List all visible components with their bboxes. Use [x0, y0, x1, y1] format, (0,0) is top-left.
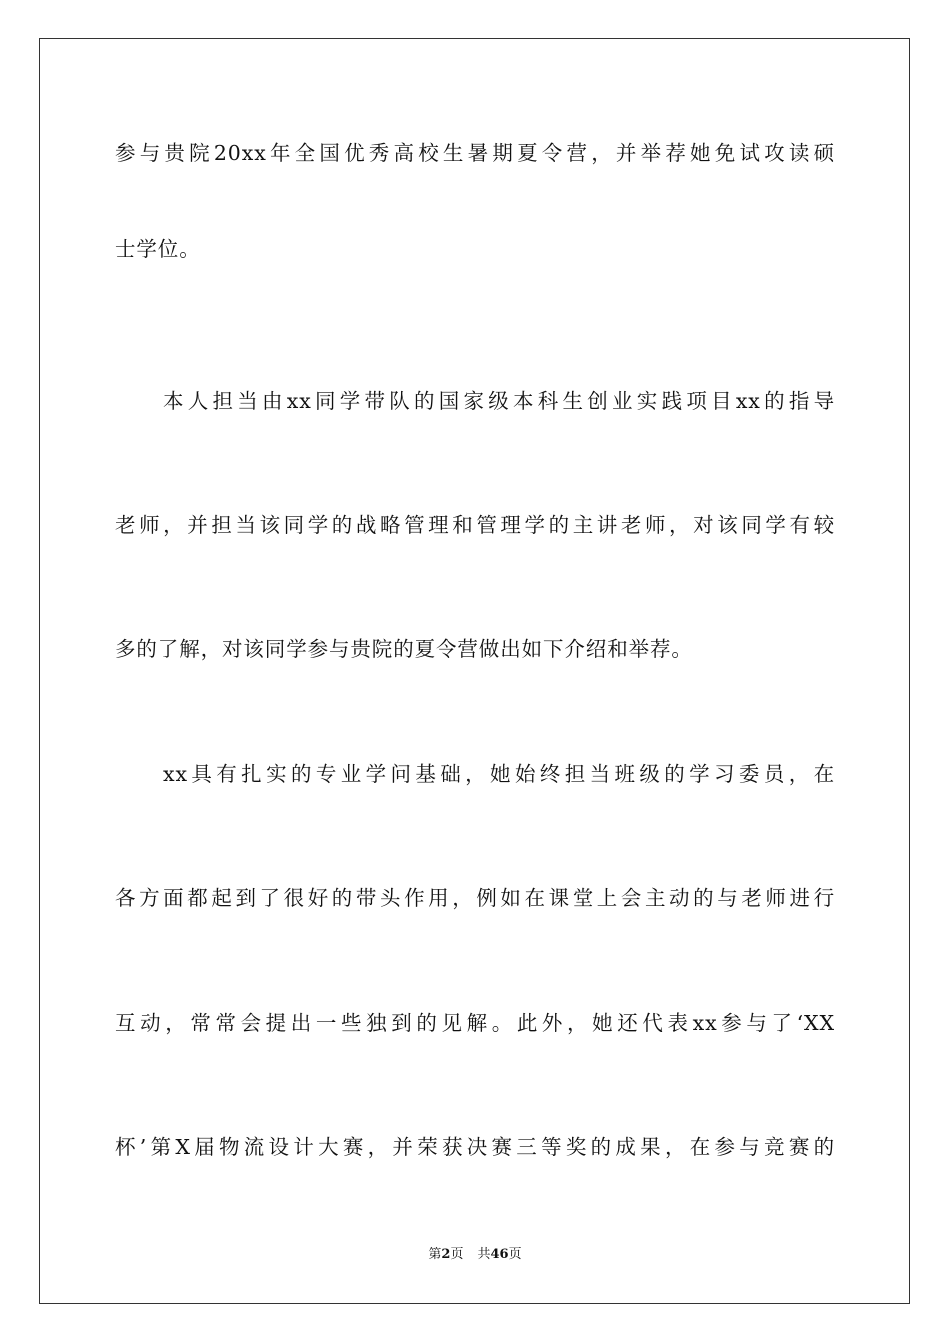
body-text-line-8: 互动，常常会提出一些独到的见解。此外，她还代表xx参与了‘XX [115, 1011, 835, 1035]
body-text-line-9: 杯’第X届物流设计大赛，并荣获决赛三等奖的成果，在参与竞赛的 [115, 1135, 835, 1159]
body-text-line-1: 参与贵院20xx年全国优秀高校生暑期夏令营，并举荐她免试攻读硕 [115, 141, 835, 165]
page-border [39, 38, 910, 1304]
total-suffix: 页 [508, 1247, 522, 1262]
page-prefix: 第 [428, 1247, 442, 1262]
body-text-line-7: 各方面都起到了很好的带头作用，例如在课堂上会主动的与老师进行 [115, 886, 835, 910]
body-text-line-3: 本人担当由xx同学带队的国家级本科生创业实践项目xx的指导 [163, 389, 835, 413]
page-number: 2 [441, 1247, 451, 1262]
body-text-line-2: 士学位。 [115, 237, 201, 261]
body-text-line-5: 多的了解，对该同学参与贵院的夏令营做出如下介绍和举荐。 [115, 637, 693, 661]
total-pages: 46 [490, 1247, 509, 1262]
body-text-line-6: xx具有扎实的专业学问基础，她始终担当班级的学习委员，在 [163, 762, 835, 786]
page-suffix: 页 [450, 1247, 464, 1262]
body-text-line-4: 老师，并担当该同学的战略管理和管理学的主讲老师，对该同学有较 [115, 513, 835, 537]
total-prefix: 共 [477, 1247, 491, 1262]
page-footer [0, 1246, 950, 1264]
